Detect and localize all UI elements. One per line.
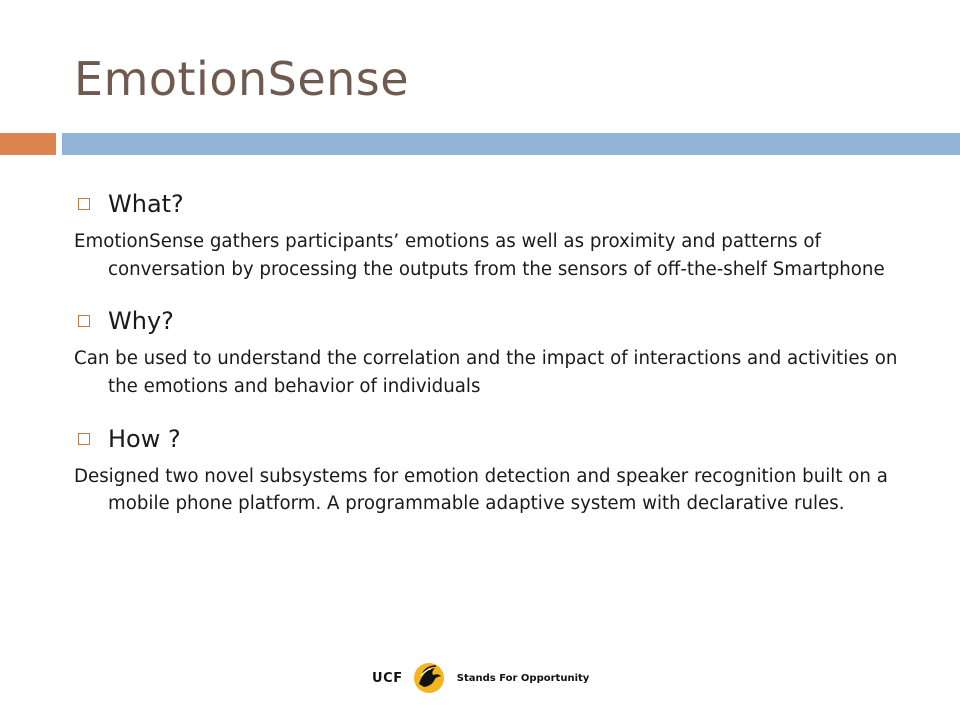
- section-what-text: EmotionSense gathers participants’ emotions as well as proximity and patterns of conversation by processing the outputs from the sensors of off-the-shelf Smartphone: [74, 231, 885, 280]
- accent-bar-orange: [0, 133, 56, 155]
- section-heading-text: How ?: [108, 424, 181, 453]
- section-how-heading: [78, 419, 924, 459]
- square-bullet-icon: [78, 433, 90, 445]
- square-bullet-icon: [78, 315, 90, 327]
- section-heading-text: What?: [108, 190, 184, 218]
- slide-title: EmotionSense: [74, 52, 410, 106]
- section-why-text: Can be used to understand the correlation and the impact of interactions and activities on the emotions and behavior of individuals: [74, 348, 898, 397]
- slide-content: [74, 184, 924, 518]
- pegasus-logo-icon: [407, 660, 451, 696]
- footer-tagline: Stands For Opportunity: [456, 672, 590, 684]
- section-how-text: Designed two novel subsystems for emotion detection and speaker recognition built on a mobile phone platform. A programmable adaptive system with declarative rules.: [74, 465, 888, 515]
- square-bullet-icon: [78, 198, 90, 210]
- footer-org: UCF: [372, 670, 403, 686]
- section-what-heading: [78, 184, 924, 224]
- footer-logo: [372, 660, 592, 696]
- section-why-heading: [78, 301, 924, 341]
- accent-bar-blue: [62, 133, 960, 155]
- section-heading-text: Why?: [108, 307, 174, 336]
